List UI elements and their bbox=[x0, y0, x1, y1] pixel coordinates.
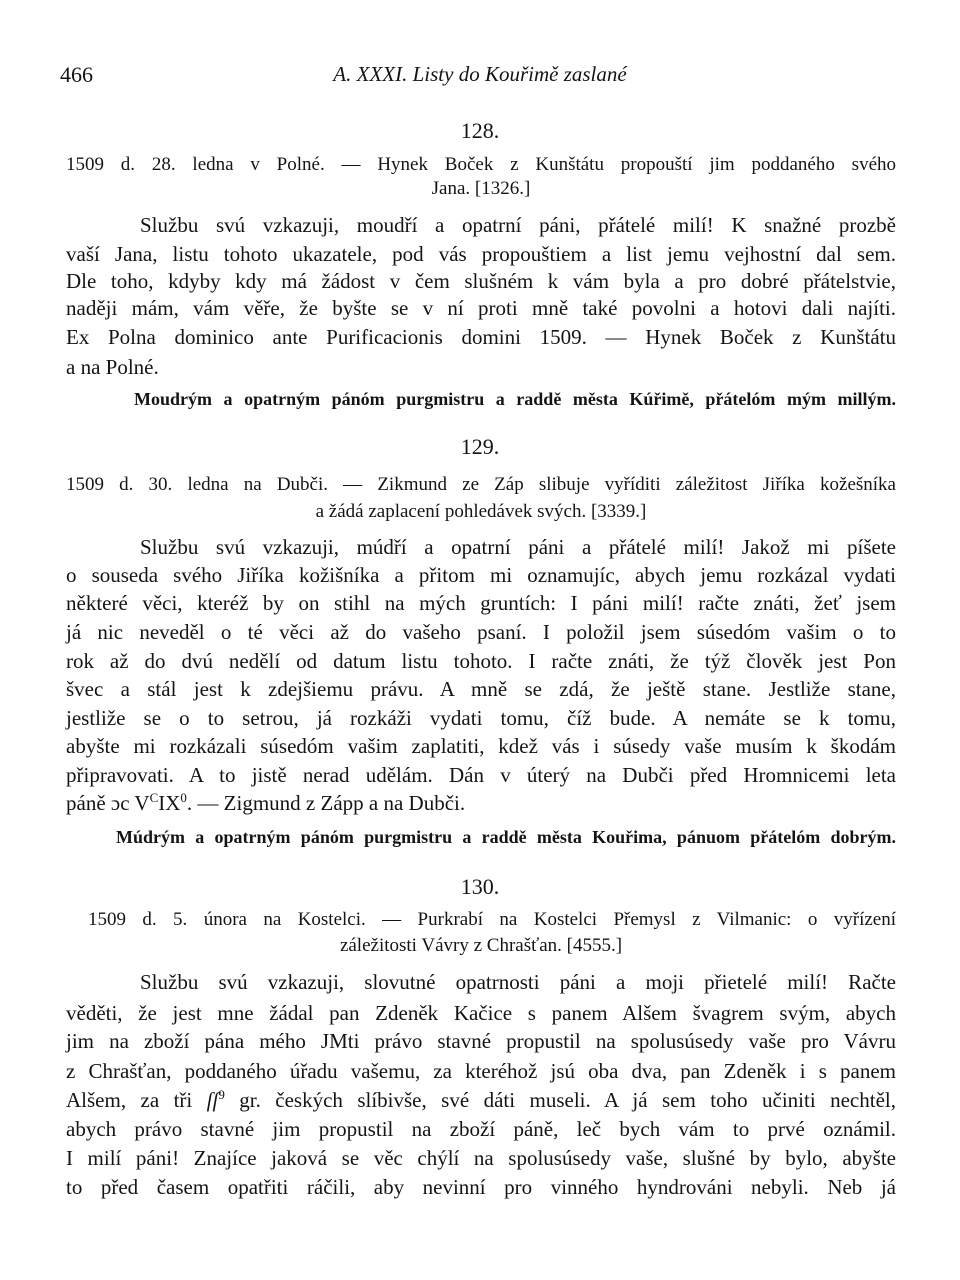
letter-heading-line: 1509 d. 5. února na Kostelci. — Purkrabí na Kostelci Přemysl z Vilmanic: o vyřízení bbox=[88, 909, 896, 930]
date-text: IX bbox=[158, 791, 181, 815]
body-text: Alšem, za tři bbox=[66, 1088, 207, 1112]
letter-date-signature-line bbox=[66, 790, 896, 816]
body-text: gr. českých slíbivše, své dáti museli. A já sem toho učiniti nechtěl, bbox=[224, 1088, 896, 1112]
letter-sum-line bbox=[66, 1087, 896, 1113]
letter-body-line: Dle toho, kdyby kdy má žádost v čem slušném k vám byla a pro dobré přátelstvie, bbox=[66, 269, 896, 293]
letter-body-line: I milí páni! Znajíce jaková se věc chýlí na spolusúsedy vaše, slušné by bylo, abyšte bbox=[66, 1146, 896, 1170]
signature-text: . — Zigmund z Zápp a na Dubči. bbox=[186, 791, 466, 815]
letter-body-line: Službu svú vzkazuji, múdří a opatrní páni a přátelé milí! Jakož mi píšete bbox=[140, 535, 896, 559]
date-superscript: 0 bbox=[180, 790, 187, 805]
letter-body-line: z Chrašťan, poddaného úřadu vašemu, za kteréhož jsú oba dva, pan Zdeněk i s panem bbox=[66, 1059, 896, 1083]
letter-address: Múdrým a opatrným pánóm purgmistru a raddě města Kouřima, pánuom přátelóm dobrým. bbox=[116, 827, 896, 847]
letter-body-line: některé věci, kteréž by on stihl na mých gruntích: I páni milí! račte znáti, žeť jsem bbox=[66, 591, 896, 615]
letter-body-line: jim na zboží pána mého JMti právo stavné propustil na spolusúsedy vaše pro Vávru bbox=[66, 1029, 896, 1053]
running-title: A. XXXI. Listy do Kouřimě zaslané bbox=[333, 62, 627, 86]
letter-address: Moudrým a opatrným pánóm purgmistru a raddě města Kúřimě, přátelóm mým millým. bbox=[134, 389, 896, 409]
letter-heading-line: 1509 d. 28. ledna v Polné. — Hynek Boček z Kunštátu propouští jim poddaného svého bbox=[66, 154, 896, 175]
letter-number: 130. bbox=[460, 874, 500, 899]
letter-body-line: jestliže se o to setrou, já rozkáži vydati tomu, číž bude. A nemáte se k tomu, bbox=[66, 706, 896, 730]
letter-number: 128. bbox=[460, 118, 500, 143]
letter-body-line: a na Polné. bbox=[66, 355, 159, 379]
letter-body-line: Službu svú vzkazuji, slovutné opatrnosti páni a moji přietelé milí! Račte bbox=[140, 970, 896, 994]
letter-body-line: připravovati. A to jistě nerad udělám. Dán v úterý na Dubči před Hromnicemi leta bbox=[66, 763, 896, 787]
page-number: 466 bbox=[60, 62, 93, 87]
currency-glyph: ſſ bbox=[206, 1088, 219, 1112]
letter-body-line: naději mám, vám věře, že byšte se v ní proti mně také povolni a hotovi dali najíti. bbox=[66, 296, 896, 320]
letter-body-line: o souseda svého Jiříka kožišníka a přitom mi oznamujíc, abych jemu rozkázal vydati bbox=[66, 563, 896, 587]
letter-body-line: Službu svú vzkazuji, moudří a opatrní páni, přátelé milí! K snažné prozbě bbox=[140, 213, 896, 237]
letter-body-line: vaší Jana, listu tohoto ukazatele, pod vás propouštiem a list jemu vejhostní dal sem. bbox=[66, 242, 896, 266]
letter-body-line: věděti, že jest mne žádal pan Zdeněk Kačice s panem Alšem švagrem svým, abych bbox=[66, 1001, 896, 1025]
letter-body-line: to před časem opatřiti ráčili, aby nevinní pro vinného hyndrováni nebyli. Neb já bbox=[66, 1175, 896, 1199]
letter-body-line: já nic neveděl o té věci až do vašeho psaní. I položil jsem súsedóm vašim o to bbox=[66, 620, 896, 644]
letter-body-line: švec a stál jest k zdejšiemu právu. A mně se zdá, že ještě stane. Jestliže stane, bbox=[66, 677, 896, 701]
date-superscript: C bbox=[149, 790, 159, 805]
letter-heading-line: a žádá zaplacení pohledávek svých. [3339.] bbox=[315, 501, 647, 522]
date-text: páně ɔc V bbox=[66, 791, 150, 815]
letter-heading-line: Jana. [1326.] bbox=[431, 178, 531, 199]
letter-body-line: Ex Polna dominico ante Purificacionis domini 1509. — Hynek Boček z Kunštátu bbox=[66, 325, 896, 349]
letter-heading-line: 1509 d. 30. ledna na Dubči. — Zikmund ze Záp slibuje vyříditi záležitost Jiříka kožešníka bbox=[66, 474, 896, 495]
letter-body-line: abych právo stavné jim propustil na zboží páně, leč bych vám to prvé oznámil. bbox=[66, 1117, 896, 1141]
letter-number: 129. bbox=[460, 434, 500, 459]
currency-superscript: 9 bbox=[218, 1087, 225, 1102]
letter-body-line: abyšte mi rozkázali súsedóm vašim zaplatiti, kdež vás i súsedy vaše musím k škodám bbox=[66, 734, 896, 758]
page-header bbox=[60, 62, 900, 94]
letter-body-line: rok až do dvú nedělí od datum listu tohoto. I račte znáti, že týž člověk jest Pon bbox=[66, 649, 896, 673]
letter-heading-line: záležitosti Vávry z Chrašťan. [4555.] bbox=[339, 935, 623, 956]
